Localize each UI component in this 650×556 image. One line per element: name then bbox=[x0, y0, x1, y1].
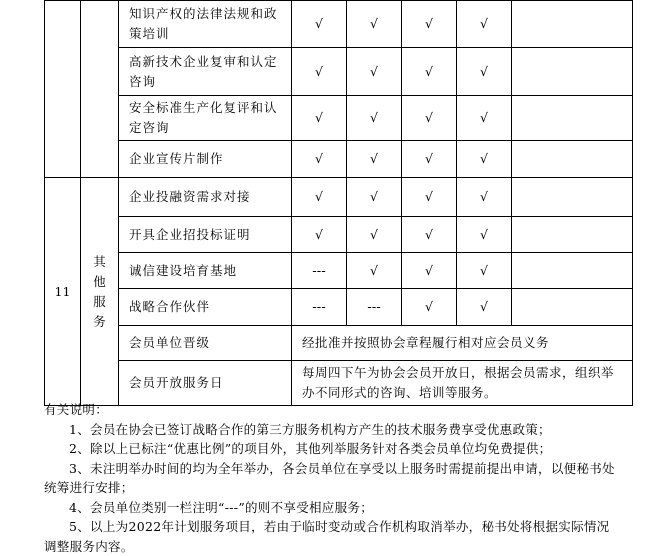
check-mark: √ bbox=[457, 141, 512, 178]
check-mark: √ bbox=[292, 48, 347, 96]
not-applicable-mark: --- bbox=[347, 289, 402, 326]
check-mark: √ bbox=[457, 253, 512, 289]
check-mark: √ bbox=[347, 217, 402, 253]
not-applicable-mark: --- bbox=[292, 253, 347, 289]
discount-cell bbox=[512, 253, 633, 289]
table-row bbox=[45, 141, 633, 178]
check-mark: √ bbox=[402, 1, 457, 48]
check-mark: √ bbox=[347, 253, 402, 289]
notes-title: 有关说明： bbox=[44, 402, 109, 417]
check-mark: √ bbox=[402, 48, 457, 96]
section-number: 11 bbox=[45, 178, 81, 406]
notes-section bbox=[44, 400, 622, 556]
note-item: 3、未注明举办时间的均为全年举办，各会员单位在享受以上服务时需提前提出申请，以便秘书处统筹进行安排； bbox=[44, 460, 615, 495]
discount-cell bbox=[512, 217, 633, 253]
category-char: 务 bbox=[93, 313, 106, 329]
note-item: 4、会员单位类别一栏注明“---”的则不享受相应服务； bbox=[69, 499, 374, 515]
check-mark: √ bbox=[402, 253, 457, 289]
services-table bbox=[44, 0, 633, 406]
note-item: 5、以上为2022年计划服务项目，若由于临时变动或合作机构取消举办，秘书处将根据实际情况调整服务内容。 bbox=[44, 519, 610, 554]
discount-cell bbox=[512, 96, 633, 141]
discount-cell bbox=[512, 48, 633, 96]
check-mark: √ bbox=[457, 1, 512, 48]
service-item: 安全标准生产化复评和认定咨询 bbox=[119, 96, 292, 141]
prev-section-number-cell bbox=[45, 1, 81, 178]
check-mark: √ bbox=[292, 141, 347, 178]
prev-section-category-cell bbox=[81, 1, 119, 178]
table-row bbox=[45, 289, 633, 326]
check-mark: √ bbox=[402, 178, 457, 217]
check-mark: √ bbox=[292, 1, 347, 48]
service-item: 企业宣传片制作 bbox=[119, 141, 292, 178]
table-row bbox=[45, 326, 633, 361]
service-description: 经批准并按照协会章程履行相对应会员义务 bbox=[292, 326, 633, 361]
section-category bbox=[81, 178, 119, 406]
service-description: 每周四下午为协会会员开放日，根据会员需求，组织举办不同形式的咨询、培训等服务。 bbox=[292, 361, 633, 406]
discount-cell bbox=[512, 141, 633, 178]
not-applicable-mark: --- bbox=[292, 289, 347, 326]
table-row bbox=[45, 361, 633, 406]
service-item: 高新技术企业复审和认定咨询 bbox=[119, 48, 292, 96]
check-mark: √ bbox=[347, 96, 402, 141]
discount-cell bbox=[512, 178, 633, 217]
service-item: 会员单位晋级 bbox=[119, 326, 292, 361]
category-char: 其 bbox=[93, 253, 106, 269]
service-item: 开具企业招投标证明 bbox=[119, 217, 292, 253]
check-mark: √ bbox=[347, 48, 402, 96]
check-mark: √ bbox=[292, 178, 347, 217]
service-item: 战略合作伙伴 bbox=[119, 289, 292, 326]
service-item: 诚信建设培育基地 bbox=[119, 253, 292, 289]
check-mark: √ bbox=[457, 178, 512, 217]
service-item: 会员开放服务日 bbox=[119, 361, 292, 406]
discount-cell bbox=[512, 289, 633, 326]
table-row bbox=[45, 253, 633, 289]
check-mark: √ bbox=[457, 96, 512, 141]
category-char: 他 bbox=[93, 273, 106, 289]
check-mark: √ bbox=[402, 141, 457, 178]
check-mark: √ bbox=[402, 289, 457, 326]
check-mark: √ bbox=[457, 48, 512, 96]
check-mark: √ bbox=[402, 96, 457, 141]
discount-cell bbox=[512, 1, 633, 48]
note-item: 2、除以上已标注“优惠比例”的项目外，其他列举服务针对各类会员单位均免费提供； bbox=[69, 441, 552, 456]
table-row bbox=[45, 48, 633, 96]
table-row bbox=[45, 96, 633, 141]
check-mark: √ bbox=[457, 289, 512, 326]
check-mark: √ bbox=[292, 96, 347, 141]
check-mark: √ bbox=[457, 217, 512, 253]
service-item: 知识产权的法律法规和政策培训 bbox=[119, 1, 292, 48]
check-mark: √ bbox=[347, 178, 402, 217]
check-mark: √ bbox=[347, 141, 402, 178]
note-item: 1、会员在协会已签订战略合作的第三方服务机构方产生的技术服务费享受优惠政策； bbox=[69, 421, 551, 437]
table-row bbox=[45, 217, 633, 253]
check-mark: √ bbox=[402, 217, 457, 253]
check-mark: √ bbox=[292, 217, 347, 253]
category-char: 服 bbox=[93, 293, 106, 309]
table-row bbox=[45, 178, 633, 217]
service-item: 企业投融资需求对接 bbox=[119, 178, 292, 217]
check-mark: √ bbox=[347, 1, 402, 48]
table-row bbox=[45, 1, 633, 48]
